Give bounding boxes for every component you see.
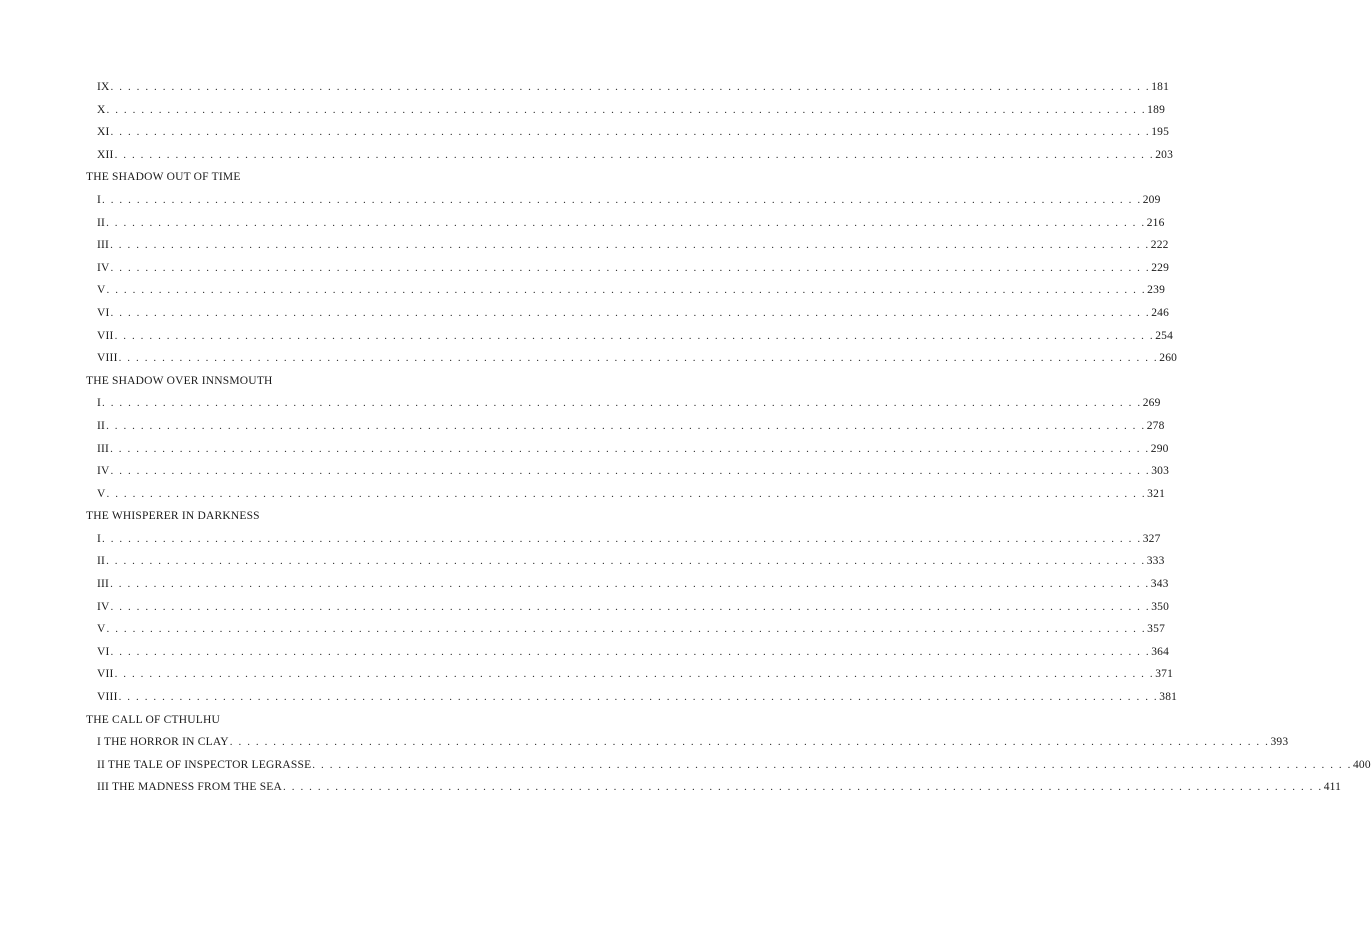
- page-number: 195: [1151, 126, 1170, 139]
- dot-leader: . . . . . . . . . . . . . . . . . . . . . . . . . . . . . . . . . . . . . . . . . . . . . . . . . . . . . . . . . . . . . . . . . . . . . . . . . . . . . . . . . . . . . . . . . . . . . . . . . . . . . . . . . . . . . . . . . . . . . . . .: [110, 126, 1151, 139]
- page-number: 400: [1352, 758, 1371, 771]
- entry-title: II: [97, 555, 106, 568]
- entry-title: II THE TALE OF INSPECTOR LEGRASSE: [97, 758, 312, 771]
- toc-entry[interactable]: [86, 279, 1166, 302]
- toc-entry[interactable]: [86, 438, 1169, 461]
- dot-leader: . . . . . . . . . . . . . . . . . . . . . . . . . . . . . . . . . . . . . . . . . . . . . . . . . . . . . . . . . . . . . . . . . . . . . . . . . . . . . . . . . . . . . . . . . . . . . . . . . . . . . . . . . . . . . . . . . . . . . . . .: [283, 781, 1323, 794]
- toc-entry[interactable]: [86, 550, 1165, 573]
- entry-title: IX: [97, 81, 110, 93]
- dot-leader: . . . . . . . . . . . . . . . . . . . . . . . . . . . . . . . . . . . . . . . . . . . . . . . . . . . . . . . . . . . . . . . . . . . . . . . . . . . . . . . . . . . . . . . . . . . . . . . . . . . . . . . . . . . . . . . . . . . . . . . .: [102, 532, 1142, 545]
- page-number: 229: [1151, 261, 1170, 274]
- page-number: 411: [1323, 781, 1342, 794]
- entry-title: VI: [97, 306, 110, 319]
- page-number: 290: [1150, 442, 1169, 455]
- dot-leader: . . . . . . . . . . . . . . . . . . . . . . . . . . . . . . . . . . . . . . . . . . . . . . . . . . . . . . . . . . . . . . . . . . . . . . . . . . . . . . . . . . . . . . . . . . . . . . . . . . . . . . . . . . . . . . . . . . . . . . . .: [110, 81, 1151, 93]
- page-number: 203: [1155, 148, 1174, 161]
- table-of-contents: [86, 76, 1371, 799]
- dot-leader: . . . . . . . . . . . . . . . . . . . . . . . . . . . . . . . . . . . . . . . . . . . . . . . . . . . . . . . . . . . . . . . . . . . . . . . . . . . . . . . . . . . . . . . . . . . . . . . . . . . . . . . . . . . . . . . . . . . . . . . .: [106, 216, 1146, 229]
- toc-entry[interactable]: [86, 573, 1169, 596]
- toc-entry[interactable]: [86, 76, 1170, 99]
- toc-entry[interactable]: [86, 663, 1174, 686]
- dot-leader: . . . . . . . . . . . . . . . . . . . . . . . . . . . . . . . . . . . . . . . . . . . . . . . . . . . . . . . . . . . . . . . . . . . . . . . . . . . . . . . . . . . . . . . . . . . . . . . . . . . . . . . . . . . . . . . . . . . . . . . .: [106, 419, 1146, 432]
- dot-leader: . . . . . . . . . . . . . . . . . . . . . . . . . . . . . . . . . . . . . . . . . . . . . . . . . . . . . . . . . . . . . . . . . . . . . . . . . . . . . . . . . . . . . . . . . . . . . . . . . . . . . . . . . . . . . . . . . . . . . . . .: [110, 600, 1151, 613]
- page-number: 343: [1150, 578, 1169, 591]
- page-number: 189: [1147, 103, 1166, 116]
- entry-title: II: [97, 216, 106, 229]
- entry-title: I: [97, 193, 102, 206]
- dot-leader: . . . . . . . . . . . . . . . . . . . . . . . . . . . . . . . . . . . . . . . . . . . . . . . . . . . . . . . . . . . . . . . . . . . . . . . . . . . . . . . . . . . . . . . . . . . . . . . . . . . . . . . . . . . . . . . . . . . . . . . .: [102, 397, 1142, 410]
- page-number: 321: [1147, 487, 1166, 500]
- dot-leader: . . . . . . . . . . . . . . . . . . . . . . . . . . . . . . . . . . . . . . . . . . . . . . . . . . . . . . . . . . . . . . . . . . . . . . . . . . . . . . . . . . . . . . . . . . . . . . . . . . . . . . . . . . . . . . . . . . . . . . . .: [118, 352, 1159, 365]
- entry-title: III THE MADNESS FROM THE SEA: [97, 781, 283, 794]
- entry-title: I: [97, 397, 102, 410]
- entry-title: VII: [97, 668, 114, 681]
- dot-leader: . . . . . . . . . . . . . . . . . . . . . . . . . . . . . . . . . . . . . . . . . . . . . . . . . . . . . . . . . . . . . . . . . . . . . . . . . . . . . . . . . . . . . . . . . . . . . . . . . . . . . . . . . . . . . . . . . . . . . . . .: [110, 261, 1151, 274]
- entry-title: I THE HORROR IN CLAY: [97, 736, 229, 749]
- dot-leader: . . . . . . . . . . . . . . . . . . . . . . . . . . . . . . . . . . . . . . . . . . . . . . . . . . . . . . . . . . . . . . . . . . . . . . . . . . . . . . . . . . . . . . . . . . . . . . . . . . . . . . . . . . . . . . . . . . . . . . . .: [110, 442, 1150, 455]
- entry-title: V: [97, 284, 106, 297]
- page-number: 254: [1155, 329, 1174, 342]
- entry-title: VI: [97, 645, 110, 658]
- toc-entry[interactable]: [86, 392, 1161, 415]
- page-number: 371: [1155, 668, 1174, 681]
- page-number: 327: [1142, 532, 1161, 545]
- dot-leader: . . . . . . . . . . . . . . . . . . . . . . . . . . . . . . . . . . . . . . . . . . . . . . . . . . . . . . . . . . . . . . . . . . . . . . . . . . . . . . . . . . . . . . . . . . . . . . . . . . . . . . . . . . . . . . . . . . . . . . . .: [106, 487, 1147, 500]
- dot-leader: . . . . . . . . . . . . . . . . . . . . . . . . . . . . . . . . . . . . . . . . . . . . . . . . . . . . . . . . . . . . . . . . . . . . . . . . . . . . . . . . . . . . . . . . . . . . . . . . . . . . . . . . . . . . . . . . . . . . . . . .: [110, 645, 1151, 658]
- page-number: 216: [1146, 216, 1165, 229]
- toc-entry[interactable]: [86, 257, 1170, 280]
- page-number: 222: [1150, 239, 1169, 252]
- toc-entry[interactable]: [86, 121, 1170, 144]
- entry-title: I: [97, 532, 102, 545]
- page-number: 333: [1146, 555, 1165, 568]
- dot-leader: . . . . . . . . . . . . . . . . . . . . . . . . . . . . . . . . . . . . . . . . . . . . . . . . . . . . . . . . . . . . . . . . . . . . . . . . . . . . . . . . . . . . . . . . . . . . . . . . . . . . . . . . . . . . . . . . . . . . . . . .: [106, 284, 1147, 297]
- toc-entry[interactable]: [86, 325, 1174, 348]
- entry-title: X: [97, 103, 106, 116]
- page-number: 364: [1151, 645, 1170, 658]
- section-heading: THE WHISPERER IN DARKNESS: [86, 510, 260, 523]
- dot-leader: . . . . . . . . . . . . . . . . . . . . . . . . . . . . . . . . . . . . . . . . . . . . . . . . . . . . . . . . . . . . . . . . . . . . . . . . . . . . . . . . . . . . . . . . . . . . . . . . . . . . . . . . . . . . . . . . . . . . . . . .: [118, 691, 1159, 704]
- page-number: 269: [1142, 397, 1161, 410]
- entry-title: V: [97, 623, 106, 636]
- entry-title: III: [97, 442, 110, 455]
- dot-leader: . . . . . . . . . . . . . . . . . . . . . . . . . . . . . . . . . . . . . . . . . . . . . . . . . . . . . . . . . . . . . . . . . . . . . . . . . . . . . . . . . . . . . . . . . . . . . . . . . . . . . . . . . . . . . . . . . . . . . . . .: [110, 239, 1150, 252]
- entry-title: V: [97, 487, 106, 500]
- toc-entry[interactable]: [86, 641, 1170, 664]
- page-number: 357: [1147, 623, 1166, 636]
- entry-title: VIII: [97, 352, 118, 365]
- dot-leader: . . . . . . . . . . . . . . . . . . . . . . . . . . . . . . . . . . . . . . . . . . . . . . . . . . . . . . . . . . . . . . . . . . . . . . . . . . . . . . . . . . . . . . . . . . . . . . . . . . . . . . . . . . . . . . . . . . . . . . . .: [110, 578, 1150, 591]
- toc-entry[interactable]: [86, 483, 1166, 506]
- dot-leader: . . . . . . . . . . . . . . . . . . . . . . . . . . . . . . . . . . . . . . . . . . . . . . . . . . . . . . . . . . . . . . . . . . . . . . . . . . . . . . . . . . . . . . . . . . . . . . . . . . . . . . . . . . . . . . . . . . . . . . . .: [106, 623, 1147, 636]
- page-number: 260: [1159, 352, 1178, 365]
- dot-leader: . . . . . . . . . . . . . . . . . . . . . . . . . . . . . . . . . . . . . . . . . . . . . . . . . . . . . . . . . . . . . . . . . . . . . . . . . . . . . . . . . . . . . . . . . . . . . . . . . . . . . . . . . . . . . . . . . . . . . . . .: [110, 465, 1151, 478]
- section-heading: THE CALL OF CTHULHU: [86, 713, 221, 726]
- entry-title: III: [97, 239, 110, 252]
- toc-entry[interactable]: [86, 731, 1289, 754]
- dot-leader: . . . . . . . . . . . . . . . . . . . . . . . . . . . . . . . . . . . . . . . . . . . . . . . . . . . . . . . . . . . . . . . . . . . . . . . . . . . . . . . . . . . . . . . . . . . . . . . . . . . . . . . . . . . . . . . . . . . . . . . .: [229, 736, 1270, 749]
- dot-leader: . . . . . . . . . . . . . . . . . . . . . . . . . . . . . . . . . . . . . . . . . . . . . . . . . . . . . . . . . . . . . . . . . . . . . . . . . . . . . . . . . . . . . . . . . . . . . . . . . . . . . . . . . . . . . . . . . . . . . . . .: [312, 758, 1352, 771]
- entry-title: XI: [97, 126, 110, 139]
- toc-entry[interactable]: [86, 302, 1170, 325]
- section-heading: THE SHADOW OVER INNSMOUTH: [86, 374, 273, 387]
- toc-entry[interactable]: [86, 618, 1166, 641]
- toc-entry[interactable]: [86, 144, 1174, 167]
- toc-entry[interactable]: [86, 528, 1161, 551]
- toc-entry[interactable]: [86, 189, 1161, 212]
- entry-title: IV: [97, 600, 110, 613]
- dot-leader: . . . . . . . . . . . . . . . . . . . . . . . . . . . . . . . . . . . . . . . . . . . . . . . . . . . . . . . . . . . . . . . . . . . . . . . . . . . . . . . . . . . . . . . . . . . . . . . . . . . . . . . . . . . . . . . . . . . . . . . .: [114, 668, 1155, 681]
- toc-entry[interactable]: [86, 776, 1342, 799]
- toc-entry[interactable]: [86, 347, 1178, 370]
- toc-entry[interactable]: [86, 460, 1170, 483]
- entry-title: III: [97, 578, 110, 591]
- dot-leader: . . . . . . . . . . . . . . . . . . . . . . . . . . . . . . . . . . . . . . . . . . . . . . . . . . . . . . . . . . . . . . . . . . . . . . . . . . . . . . . . . . . . . . . . . . . . . . . . . . . . . . . . . . . . . . . . . . . . . . . .: [114, 329, 1155, 342]
- page-number: 209: [1142, 193, 1161, 206]
- entry-title: VII: [97, 329, 114, 342]
- page-number: 303: [1151, 465, 1170, 478]
- page-number: 381: [1159, 691, 1178, 704]
- entry-title: II: [97, 419, 106, 432]
- toc-entry[interactable]: [86, 234, 1169, 257]
- toc-entry[interactable]: [86, 686, 1178, 709]
- entry-title: IV: [97, 261, 110, 274]
- page-number: 278: [1146, 419, 1165, 432]
- section-heading: THE SHADOW OUT OF TIME: [86, 171, 241, 184]
- toc-entry[interactable]: [86, 415, 1165, 438]
- toc-entry[interactable]: [86, 99, 1166, 122]
- page-number: 393: [1270, 736, 1289, 749]
- page-number: 246: [1151, 306, 1170, 319]
- dot-leader: . . . . . . . . . . . . . . . . . . . . . . . . . . . . . . . . . . . . . . . . . . . . . . . . . . . . . . . . . . . . . . . . . . . . . . . . . . . . . . . . . . . . . . . . . . . . . . . . . . . . . . . . . . . . . . . . . . . . . . . .: [106, 555, 1146, 568]
- dot-leader: . . . . . . . . . . . . . . . . . . . . . . . . . . . . . . . . . . . . . . . . . . . . . . . . . . . . . . . . . . . . . . . . . . . . . . . . . . . . . . . . . . . . . . . . . . . . . . . . . . . . . . . . . . . . . . . . . . . . . . . .: [106, 103, 1147, 116]
- page-number: 239: [1147, 284, 1166, 297]
- dot-leader: . . . . . . . . . . . . . . . . . . . . . . . . . . . . . . . . . . . . . . . . . . . . . . . . . . . . . . . . . . . . . . . . . . . . . . . . . . . . . . . . . . . . . . . . . . . . . . . . . . . . . . . . . . . . . . . . . . . . . . . .: [102, 193, 1142, 206]
- dot-leader: . . . . . . . . . . . . . . . . . . . . . . . . . . . . . . . . . . . . . . . . . . . . . . . . . . . . . . . . . . . . . . . . . . . . . . . . . . . . . . . . . . . . . . . . . . . . . . . . . . . . . . . . . . . . . . . . . . . . . . . .: [114, 148, 1155, 161]
- entry-title: VIII: [97, 691, 118, 704]
- entry-title: IV: [97, 465, 110, 478]
- toc-entry[interactable]: [86, 754, 1371, 777]
- toc-entry[interactable]: [86, 212, 1165, 235]
- dot-leader: . . . . . . . . . . . . . . . . . . . . . . . . . . . . . . . . . . . . . . . . . . . . . . . . . . . . . . . . . . . . . . . . . . . . . . . . . . . . . . . . . . . . . . . . . . . . . . . . . . . . . . . . . . . . . . . . . . . . . . . .: [110, 306, 1151, 319]
- entry-title: XII: [97, 148, 114, 161]
- page-number: 181: [1151, 81, 1170, 93]
- toc-entry[interactable]: [86, 596, 1170, 619]
- page-number: 350: [1151, 600, 1170, 613]
